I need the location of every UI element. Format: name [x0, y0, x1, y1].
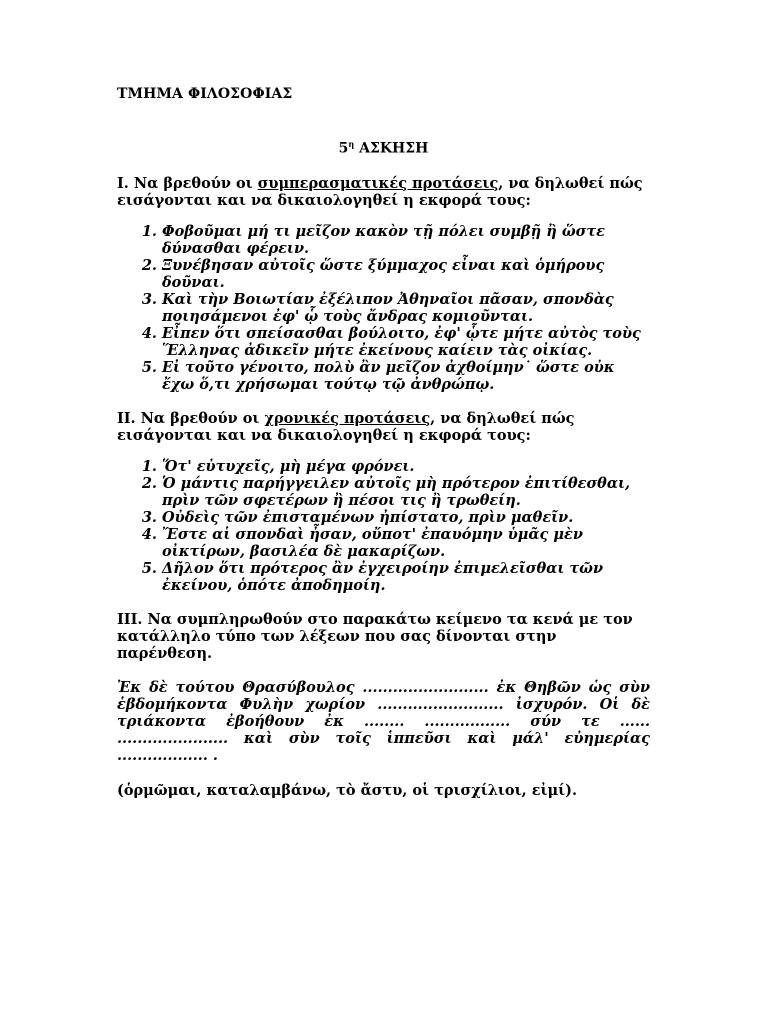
section-2-list — [117, 458, 650, 594]
section-3 — [117, 611, 650, 799]
section-3-instruction: ΙΙΙ. Να συμπληρωθούν στο παρακάτω κείμενο τα κενά με τον κατάλληλο τύπο των λέξεων που σας δίνονται στην παρένθεση. — [117, 610, 633, 662]
section-2-keyword: χρονικές προτάσεις — [264, 409, 431, 427]
list-item: 1. Ὅτ' εὐτυχεῖς, μὴ μέγα φρόνει. — [162, 458, 650, 475]
word-bank: (ὁρμῶμαι, καταλαμβάνω, τὸ ἄστυ, οἱ τρισχίλιοι, εἰμί). — [117, 781, 578, 799]
section-2-instruction-start: ΙΙ. Να βρεθούν οι — [117, 409, 265, 427]
list-item: 5. Δῆλον ὅτι πρότερος ἂν ἐγχειροίην ἐπιμελεῖσθαι τῶν ἐκείνου, ὁπότε ἀποδημοίη. — [162, 560, 650, 594]
department-heading: ΤΜΗΜΑ ΦΙΛΟΣΟΦΙΑΣ — [117, 86, 293, 102]
list-item: 5. Εἰ τοῦτο γένοιτο, πολὺ ἂν μεῖζον ἀχθοίμην˙ ὥστε οὐκ ἔχω ὅ,τι χρήσωμαι τούτῳ τῷ ἀνθρώπῳ. — [162, 359, 650, 393]
list-item: 4. Εἶπεν ὅτι σπείσασθαι βούλοιτο, ἐφ' ᾧτε μήτε αὐτὸς τοὺς Ἕλληνας ἀδικεῖν μήτε ἐκείνους καίειν τὰς οἰκίας. — [162, 325, 650, 359]
exercise-number: 5 — [338, 140, 349, 157]
section-1-instruction — [117, 175, 650, 209]
section-1-keyword: συμπερασματικές προτάσεις — [257, 174, 499, 192]
fill-in-passage: Ἐκ δὲ τούτου Θρασύβουλος ......................... ἐκ Θηβῶν ὡς σὺν ἑβδομήκοντα Φυλὴν χωρίον ......................... ἰσχυρόν. Οἱ δὲ τριάκοντα ἐβοήθουν ἐκ ........ ................. σύν τε ...... ...................... καὶ σὺν τοῖς ἱππεῦσι καὶ μάλ' εὐημερίας .................. . — [117, 678, 650, 764]
list-item: 1. Φοβοῦμαι μή τι μεῖζον κακὸν τῇ πόλει συμβῇ ἢ ὥστε δύνασθαι φέρειν. — [162, 223, 650, 257]
section-1-instruction-start: Ι. Να βρεθούν οι — [117, 174, 258, 192]
section-1 — [117, 175, 650, 393]
section-2-instruction — [117, 410, 650, 444]
list-item: 3. Οὐδεὶς τῶν ἐπισταμένων ἠπίστατο, πρὶν μαθεῖν. — [162, 509, 650, 526]
section-2 — [117, 410, 650, 594]
list-item: 3. Καὶ τὴν Βοιωτίαν ἐξέλιπον Ἀθηναῖοι πᾶσαν, σπονδὰς ποιησάμενοι ἐφ' ᾧ τοὺς ἄνδρας κομιοῦνται. — [162, 291, 650, 325]
section-2-instruction-end: , να δηλωθεί πώς εισάγονται και να δικαιολογηθεί η εκφορά τους: — [117, 409, 575, 444]
section-1-list — [117, 223, 650, 393]
exercise-title — [117, 139, 650, 157]
list-item: 4. Ἔστε αἱ σπονδαὶ ἦσαν, οὔποτ' ἐπαυόμην ὑμᾶς μὲν οἰκτίρων, βασιλέα δὲ μακαρίζων. — [162, 526, 650, 560]
document-page — [117, 86, 650, 799]
exercise-title-text: ΑΣΚΗΣΗ — [359, 140, 429, 157]
list-item: 2. Ὁ μάντις παρήγγειλεν αὐτοῖς μὴ πρότερον ἐπιτίθεσθαι, πρὶν τῶν σφετέρων ἢ πέσοι τις ἢ τρωθείη. — [162, 475, 650, 509]
list-item: 2. Ξυνέβησαν αὐτοῖς ὥστε ξύμμαχος εἶναι καὶ ὁμήρους δοῦναι. — [162, 257, 650, 291]
exercise-number-suffix: η — [348, 139, 355, 149]
section-1-instruction-end: , να δηλωθεί πώς εισάγονται και να δικαιολογηθεί η εκφορά τους: — [117, 174, 643, 209]
